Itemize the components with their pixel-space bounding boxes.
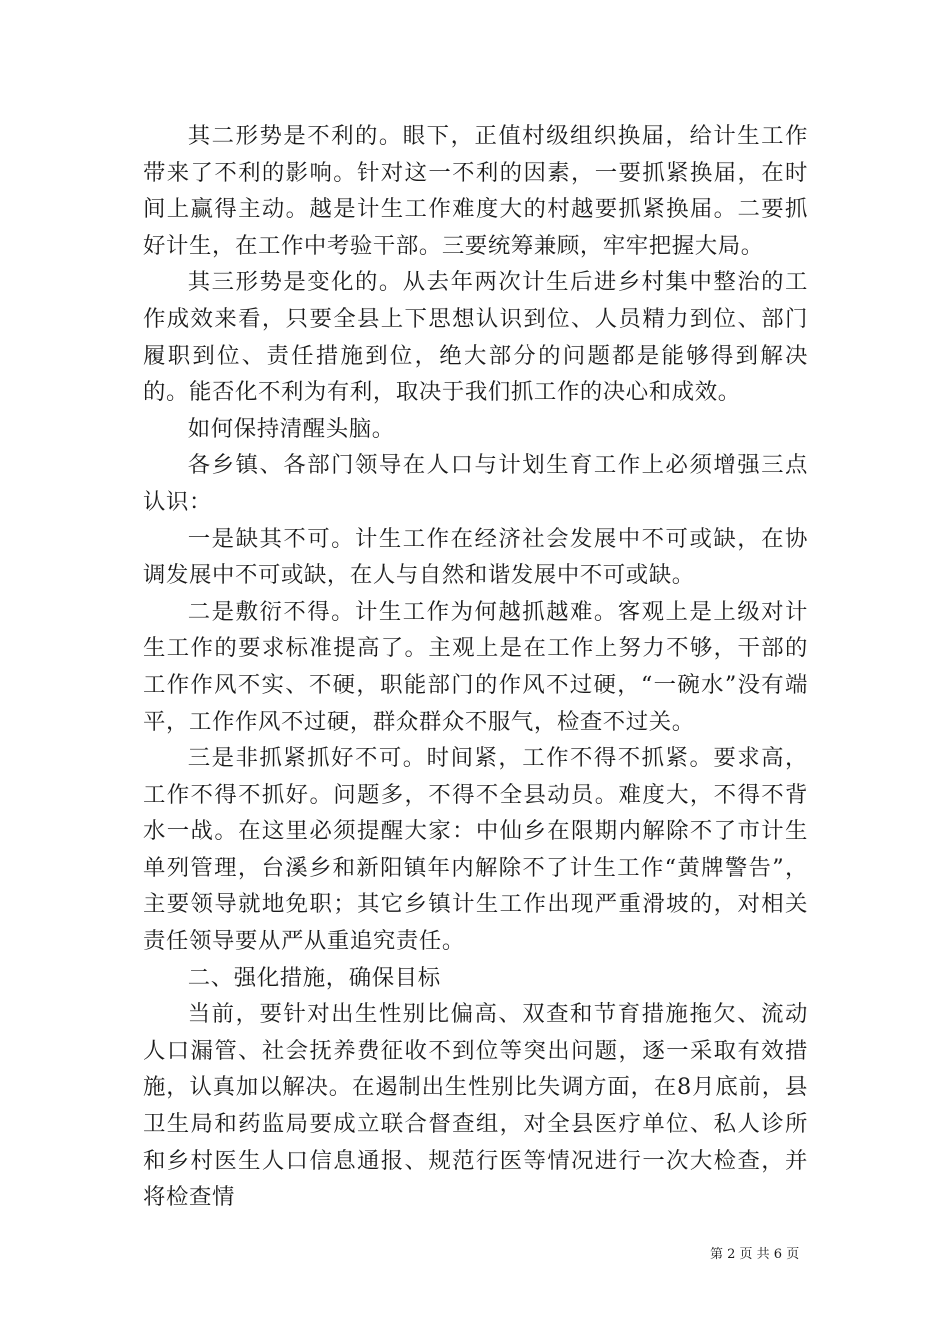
paragraph-situation-changing: 其三形势是变化的。从去年两次计生后进乡村集中整治的工作成效来看，只要全县上下思想认识到位、人员精力到位、部门履职到位、责任措施到位，绝大部分的问题都是能够得到解决的。能否化不利为有利，取决于我们抓工作的决心和成效。 [143, 269, 808, 406]
page-number-footer: 第 2 页 共 6 页 [710, 1247, 800, 1262]
paragraph-point-three: 三是非抓紧抓好不可。时间紧，工作不得不抓紧。要求高，工作不得不抓好。问题多，不得不全县动员。难度大，不得不背水一战。在这里必须提醒大家：中仙乡在限期内解除不了市计生单列管理，台溪乡和新阳镇年内解除不了计生工作“黄牌警告”，主要领导就地免职；其它乡镇计生工作出现严重滑坡的，对相关责任领导要从严从重追究责任。 [143, 745, 808, 955]
document-body [143, 118, 808, 1216]
paragraph-point-one: 一是缺其不可。计生工作在经济社会发展中不可或缺，在协调发展中不可或缺，在人与自然和谐发展中不可或缺。 [143, 525, 808, 589]
section-heading-measures: 二、强化措施，确保目标 [187, 964, 441, 991]
paragraph-stay-clear-minded: 如何保持清醒头脑。 [187, 415, 395, 442]
paragraph-point-two: 二是敷衍不得。计生工作为何越抓越难。客观上是上级对计生工作的要求标准提高了。主观上是在工作上努力不够，干部的工作作风不实、不硬，职能部门的作风不过硬，“一碗水”没有端平，工作作风不过硬，群众群众不服气，检查不过关。 [143, 598, 808, 735]
paragraph-situation-unfavorable: 其二形势是不利的。眼下，正值村级组织换届，给计生工作带来了不利的影响。针对这一不利的因素，一要抓紧换届，在时间上赢得主动。越是计生工作难度大的村越要抓紧换届。二要抓好计生，在工作中考验干部。三要统筹兼顾，牢牢把握大局。 [143, 123, 808, 259]
paragraph-three-understandings: 各乡镇、各部门领导在人口与计划生育工作上必须增强三点认识： [143, 452, 808, 515]
paragraph-current-measures: 当前，要针对出生性别比偏高、双查和节育措施拖欠、流动人口漏管、社会抚养费征收不到位等突出问题，逐一采取有效措施，认真加以解决。在遏制出生性别比失调方面，在8月底前，县卫生局和药监局要成立联合督查组，对全县医疗单位、私人诊所和乡村医生人口信息通报、规范行医等情况进行一次大检查，并将检查情 [143, 1001, 808, 1211]
